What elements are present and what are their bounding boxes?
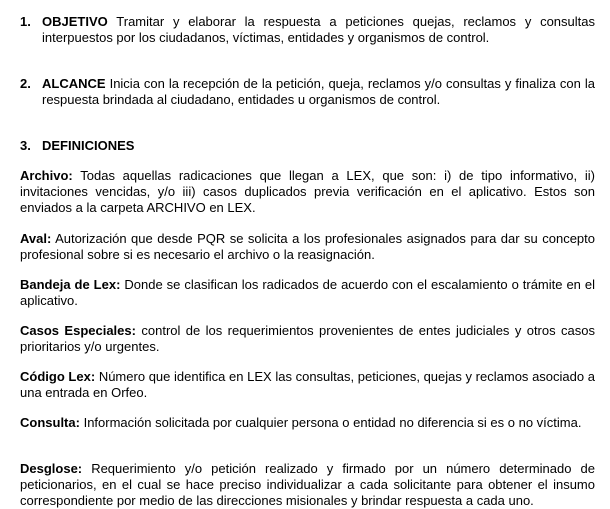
section-objetivo: [20, 14, 595, 46]
heading-number: 3.: [20, 138, 31, 153]
definition-desglose: [20, 461, 595, 509]
definition-term: Archivo:: [20, 168, 73, 183]
definition-text: Requerimiento y/o petición realizado y firmado por un número determinado de peticionarios, en el cual se hace preciso individualizar a cada solicitante para obtener el insumo correspondiente por medio de las direcciones misionales y brindar respuesta a cada uno.: [20, 461, 595, 508]
definitions-heading: [20, 138, 134, 154]
definition-term: Aval:: [20, 231, 52, 246]
definition-casos-especiales: [20, 323, 595, 355]
definition-term: Código Lex:: [20, 369, 96, 384]
heading-title: DEFINICIONES: [42, 138, 135, 153]
section-number: 1.: [20, 14, 31, 29]
definition-text: Todas aquellas radicaciones que llegan a LEX, que son: i) de tipo informativo, ii) invitaciones vencidas, y/o iii) casos duplicados previa verificación en el aplicativo. Estos son enviados a la carpeta ARCHIVO en LEX.: [20, 168, 595, 215]
definition-term: Desglose:: [20, 461, 83, 476]
section-keyword: ALCANCE: [42, 76, 106, 91]
definition-text: Autorización que desde PQR se solicita a los profesionales asignados para dar su concepto profesional sobre si es necesario el archivo o la reasignación.: [20, 231, 595, 262]
definition-term: Consulta:: [20, 415, 80, 430]
section-alcance: [20, 76, 595, 108]
definition-text: Número que identifica en LEX las consultas, peticiones, quejas y reclamos asociado a una entrada en Orfeo.: [20, 369, 595, 400]
definition-term: Casos Especiales:: [20, 323, 136, 338]
definition-text: Donde se clasifican los radicados de acuerdo con el escalamiento o trámite en el aplicativo.: [20, 277, 595, 308]
section-text: Inicia con la recepción de la petición, queja, reclamos y/o consultas y finaliza con la respuesta brindada al ciudadano, entidades u organismos de control.: [42, 76, 595, 107]
section-keyword: OBJETIVO: [42, 14, 108, 29]
section-number: 2.: [20, 76, 31, 91]
definition-codigo-lex: [20, 369, 595, 401]
definition-term: Bandeja de Lex:: [20, 277, 121, 292]
definition-archivo: [20, 168, 595, 216]
definition-consulta: [20, 415, 595, 431]
definition-aval: [20, 231, 595, 263]
definition-text: Información solicitada por cualquier persona o entidad no diferencia si es o no víctima.: [83, 415, 582, 430]
definition-bandeja-de-lex: [20, 277, 595, 309]
definition-text: control de los requerimientos provenientes de entes judiciales y otros casos prioritarios y/o urgentes.: [20, 323, 595, 354]
section-text: Tramitar y elaborar la respuesta a peticiones quejas, reclamos y consultas interpuestos por los ciudadanos, víctimas, entidades y organismos de control.: [42, 14, 595, 45]
